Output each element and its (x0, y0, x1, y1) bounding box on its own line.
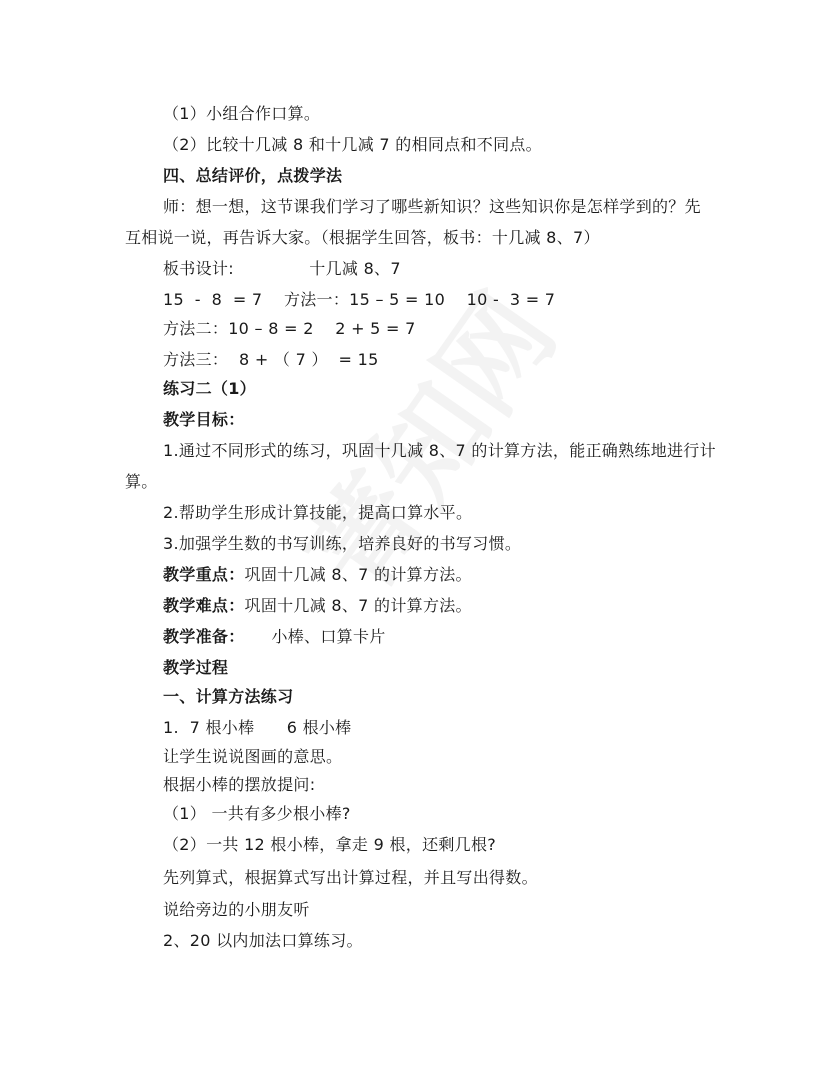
goal-line: 算。 (125, 472, 158, 491)
activity-line: 1. 7 根小棒 6 根小棒 (163, 718, 352, 737)
equation-line: 方法二：10 – 8 = 2 2 + 5 = 7 (163, 319, 416, 338)
key-point-text: 巩固十几减 8、7 的计算方法。 (244, 565, 472, 584)
paragraph-line: 互相说一说，再告诉大家。（根据学生回答，板书：十几减 8、7） (125, 228, 600, 247)
activity-line: 说给旁边的小朋友听 (163, 900, 310, 919)
step-2-line: （2）比较十几减 8 和十几减 7 的相同点和不同点。 (163, 135, 542, 154)
question-line: （2）一共 12 根小棒，拿走 9 根，还剩几根? (163, 835, 497, 854)
paragraph-line: 师：想一想，这节课我们学习了哪些新知识？这些知识你是怎样学到的？先 (163, 197, 701, 216)
key-point-line (163, 564, 472, 586)
activity-line: 先列算式，根据算式写出计算过程，并且写出得数。 (163, 868, 538, 887)
section-heading-summary: 四、总结评价，点拨学法 (163, 166, 343, 185)
key-point-label: 教学重点： (163, 565, 245, 584)
question-line: （1） 一共有多少根小棒? (163, 804, 351, 823)
activity-line: 2、20 以内加法口算练习。 (163, 931, 363, 950)
difficulty-label: 教学难点： (163, 596, 245, 615)
goal-line: 2.帮助学生形成计算技能，提高口算水平。 (163, 503, 473, 522)
section-heading-practice: 一、计算方法练习 (163, 687, 294, 706)
equation-line: 方法三： 8 + （ 7 ） = 15 (163, 350, 379, 369)
teaching-goals-heading: 教学目标： (163, 410, 245, 429)
difficulty-line (163, 595, 472, 617)
goal-line: 1.通过不同形式的练习，巩固十几减 8、7 的计算方法，能正确熟练地进行计 (163, 441, 716, 460)
step-1-line: （1）小组合作口算。 (163, 104, 321, 123)
preparation-line (163, 626, 386, 648)
difficulty-text: 巩固十几减 8、7 的计算方法。 (244, 596, 472, 615)
equation-line: 15 - 8 = 7 方法一：15 – 5 = 10 10 - 3 = 7 (163, 290, 556, 309)
lesson-title: 练习二（1） (163, 379, 256, 398)
preparation-text: 小棒、口算卡片 (244, 627, 386, 646)
process-heading: 教学过程 (163, 658, 229, 677)
board-design-line: 板书设计: 十几减 8、7 (163, 259, 401, 278)
activity-line: 根据小棒的摆放提问: (163, 775, 316, 794)
activity-line: 让学生说说图画的意思。 (163, 747, 343, 766)
goal-line: 3.加强学生数的书写训练，培养良好的书写习惯。 (163, 534, 522, 553)
preparation-label: 教学准备： (163, 627, 245, 646)
